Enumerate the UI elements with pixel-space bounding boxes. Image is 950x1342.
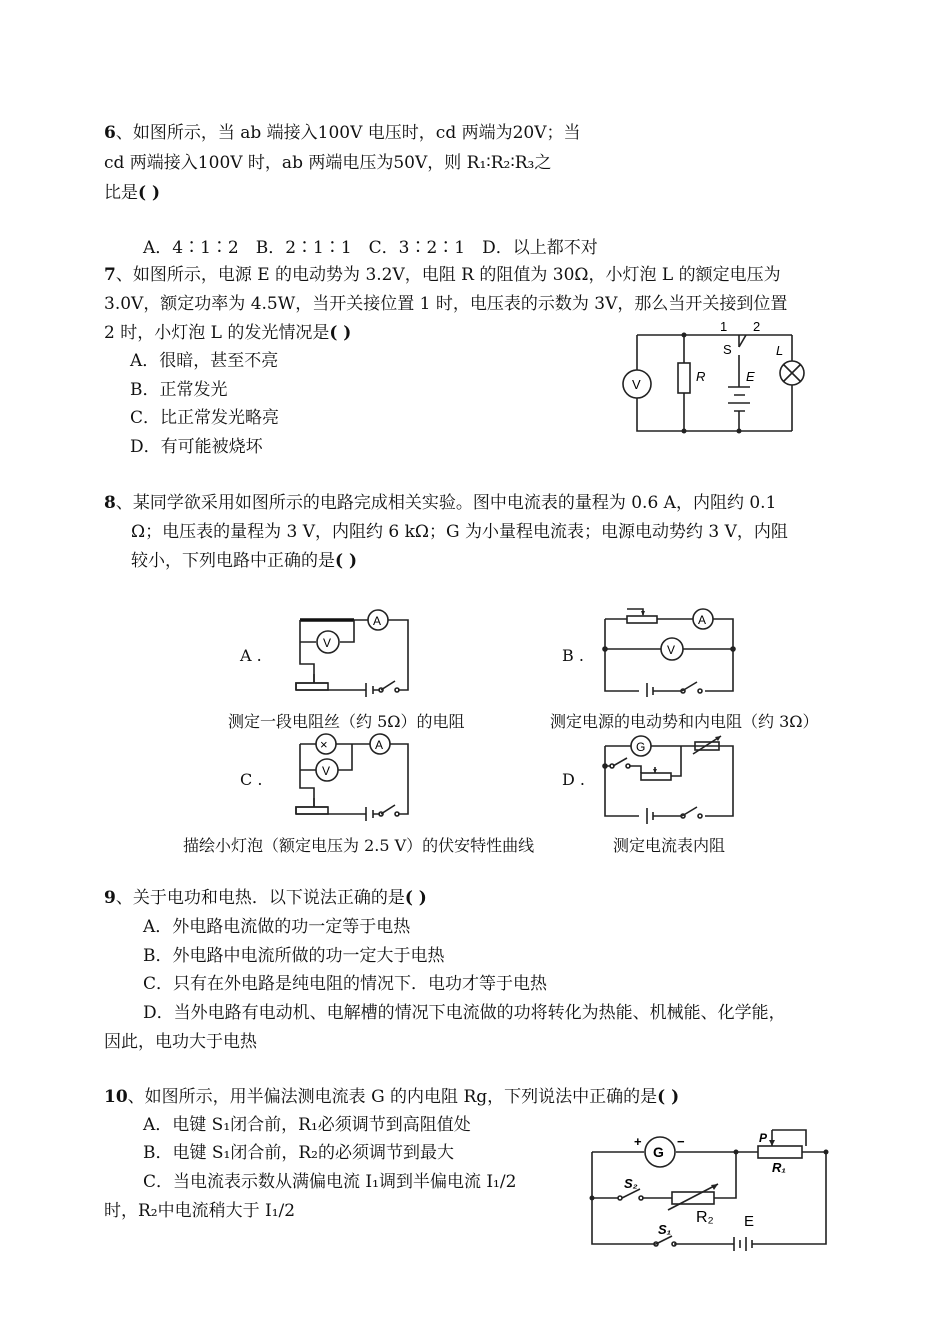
q8-line1: 8、某同学欲采用如图所示的电路完成相关实验。图中电流表的量程为 0.6 A，内阻约 0.1 [104, 493, 777, 513]
q7-answer-paren: ( ) [329, 323, 352, 343]
q7-number: 7 [104, 265, 116, 285]
q9-answer-paren: ( ) [404, 888, 427, 908]
q7-pos2-label: 2 [753, 319, 761, 334]
q9-option-d-line2: 因此，电功大于电热 [104, 1032, 257, 1052]
q10-circuit-diagram [584, 1126, 834, 1251]
q8-label-a: A . [240, 646, 262, 665]
q7-pos1-label: 1 [720, 319, 728, 334]
q8-label-b: B . [562, 646, 584, 665]
q8-circuit-d [597, 730, 737, 825]
q10-option-a: A．电键 S₁闭合前，R₁必须调节到高阻值处 [143, 1115, 471, 1135]
q8-number: 8 [104, 493, 116, 513]
q10-number: 10 [104, 1087, 128, 1107]
q9-option-d-line1: D．当外电路有电动机、电解槽的情况下电流做的功将转化为热能、机械能、化学能， [143, 1003, 786, 1023]
q6-options: A．4∶1∶2 B．2∶1∶1 C．3∶2∶1 D．以上都不对 [143, 238, 598, 258]
q6-line1: 6、如图所示，当 ab 端接入100V 电压时，cd 两端为20V；当 [104, 123, 581, 143]
q8c-voltmeter-label: V [322, 764, 331, 778]
q7-source-label: E [746, 369, 755, 384]
q10-answer-paren: ( ) [657, 1087, 680, 1107]
q7-circuit-diagram [612, 315, 812, 433]
q9-number: 9 [104, 888, 116, 908]
q6-number: 6 [104, 123, 116, 143]
q7-resistor-label: R [696, 369, 706, 384]
q7-option-b: B．正常发光 [130, 380, 228, 400]
q8b-voltmeter-label: V [667, 643, 676, 657]
q10-s1-label: S₁ [658, 1222, 672, 1237]
q8-caption-b: 测定电源的电动势和内电阻（约 3Ω） [550, 712, 819, 731]
q9-option-b: B．外电路中电流所做的功一定大于电热 [143, 946, 445, 966]
q8-caption-d: 测定电流表内阻 [613, 836, 726, 855]
q8-circuit-c [280, 730, 415, 825]
q8-label-c: C . [240, 770, 263, 789]
q9-option-a: A．外电路电流做的功一定等于电热 [143, 917, 411, 937]
q8d-galvanometer-label: G [636, 740, 646, 754]
q9-stem: 9、关于电功和电热．以下说法正确的是( ) [104, 888, 427, 908]
q7-voltmeter-label: V [632, 377, 641, 392]
q8-line2: Ω；电压表的量程为 3 V，内阻约 6 kΩ；G 为小量程电流表；电源电动势约 3 V，内阻 [131, 522, 788, 542]
q7-option-a: A．很暗，甚至不亮 [130, 351, 279, 371]
q8-line3: 较小，下列电路中正确的是( ) [131, 551, 358, 571]
q7-switch-label: S [723, 342, 732, 357]
q7-option-d: D．有可能被烧坏 [130, 437, 263, 457]
q7-line2: 3.0V，额定功率为 4.5W，当开关接位置 1 时，电压表的示数为 3V，那么当开关接到位置 [104, 294, 788, 314]
q7-line3: 2 时，小灯泡 L 的发光情况是( ) [104, 323, 352, 343]
q10-galvanometer-label: G [653, 1144, 664, 1160]
q8-label-d: D . [562, 770, 585, 789]
q8-answer-paren: ( ) [335, 551, 358, 571]
q10-source-label: E [744, 1213, 755, 1230]
q8c-lamp-symbol: × [320, 737, 328, 752]
q10-option-c-line2: 时，R₂中电流稍大于 I₁/2 [104, 1201, 296, 1221]
q7-line1: 7、如图所示，电源 E 的电动势为 3.2V，电阻 R 的阻值为 30Ω，小灯泡 L 的额定电压为 [104, 265, 781, 285]
q10-option-c-line1: C．当电流表示数从满偏电流 I₁调到半偏电流 I₁/2 [143, 1172, 517, 1192]
q8c-ammeter-label: A [375, 738, 384, 752]
q8a-voltmeter-label: V [323, 636, 332, 650]
q10-s2-label: S₂ [624, 1176, 638, 1191]
q8a-ammeter-label: A [373, 614, 382, 628]
q6-line3: 比是( ) [104, 183, 161, 203]
q8b-ammeter-label: A [698, 613, 707, 627]
q8-circuit-b [597, 603, 737, 698]
q10-slider-label: P [759, 1131, 768, 1145]
q9-option-c: C．只有在外电路是纯电阻的情况下．电功才等于电热 [143, 974, 548, 994]
q7-lamp-label: L [776, 343, 784, 358]
q10-r2-label: R₂ [696, 1209, 714, 1226]
q10-stem: 10、如图所示，用半偏法测电流表 G 的内电阻 Rg，下列说法中正确的是( ) [104, 1087, 680, 1107]
q10-option-b: B．电键 S₁闭合前，R₂的必须调节到最大 [143, 1143, 454, 1163]
q7-option-c: C．比正常发光略亮 [130, 408, 280, 428]
q8-circuit-a [280, 606, 415, 701]
q10-plus-label: + [634, 1134, 642, 1149]
q8-caption-c: 描绘小灯泡（额定电压为 2.5 V）的伏安特性曲线 [183, 836, 535, 855]
q8-caption-a: 测定一段电阻丝（约 5Ω）的电阻 [228, 712, 465, 731]
q10-r1-label: R₁ [772, 1160, 786, 1175]
q6-line2: cd 两端接入100V 时，ab 两端电压为50V，则 R₁∶R₂∶R₃之 [104, 153, 552, 173]
q6-answer-paren: ( ) [138, 183, 161, 203]
q10-minus-label: − [677, 1134, 685, 1149]
